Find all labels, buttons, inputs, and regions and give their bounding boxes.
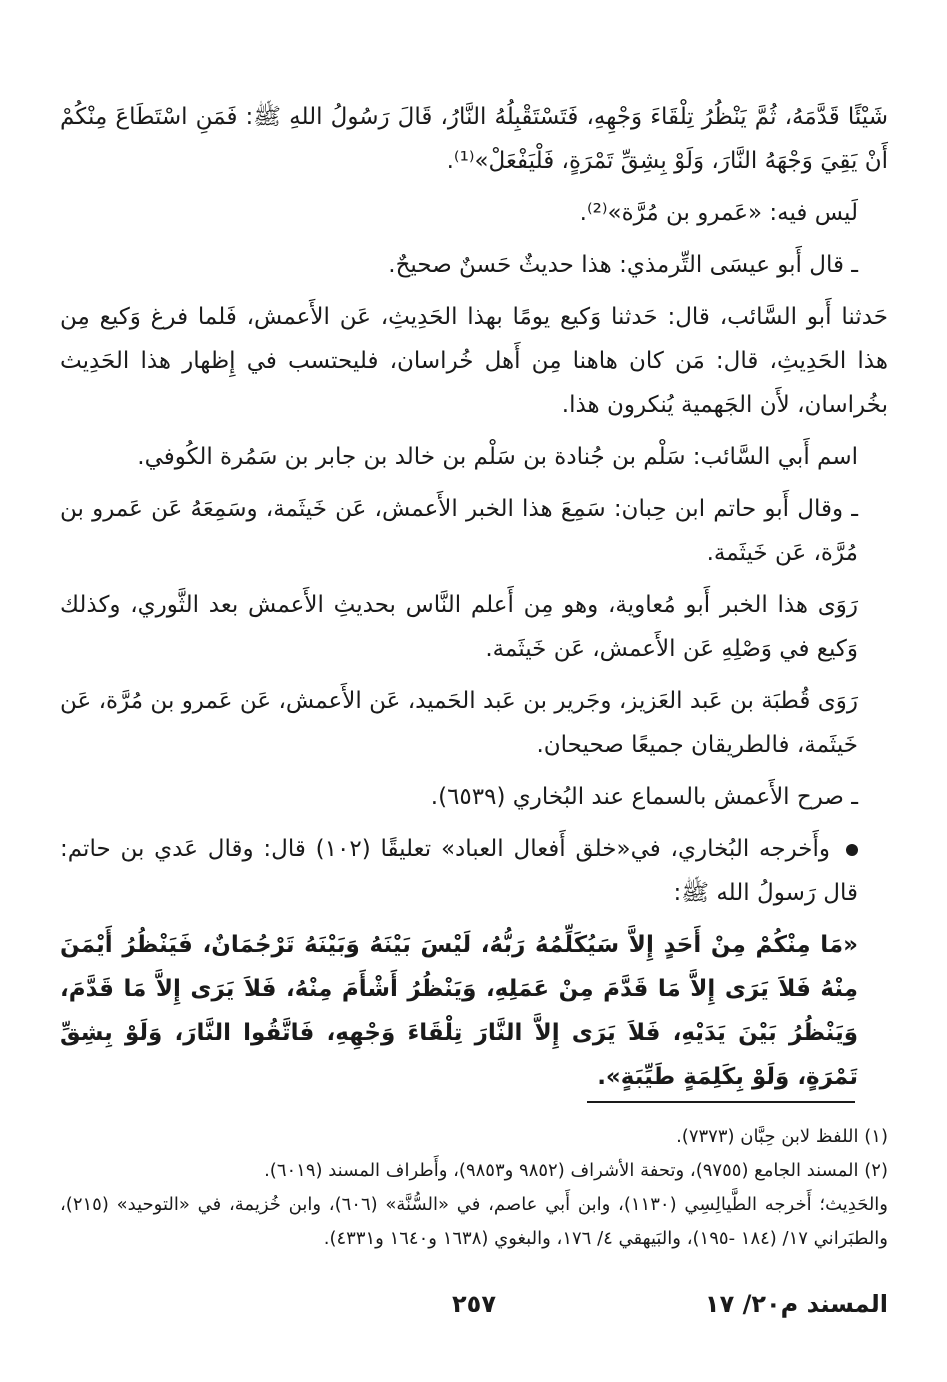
paragraph-note: لَيس فيه: «عَمرو بن مُرَّة»⁽²⁾. xyxy=(579,200,858,226)
paragraph-abu-muawiya: رَوَى هذا الخبر أَبو مُعاوية، وهو مِن أَعلم النَّاس بحديثِ الأَعمش بعد الثَّوري، وكذلك وَكيع في وَصْلِهِ عَن الأَعمش، عَن خَيثَمة. xyxy=(60,592,858,662)
paragraph-ibn-hibban: ـ وقال أَبو حاتم ابن حِبان: سَمِعَ هذا الخبر الأَعمش، عَن خَيثَمة، وسَمِعَهُ عَن عَمرو بن مُرَّة، عَن خَيثَمة. xyxy=(60,496,858,566)
paragraph-bukhari-khalq-text: وأَخرجه البُخاري، في«خلق أَفعال العباد» تعليقًا (١٠٢) قال: وقال عَدي بن حاتم: قال رَسولُ الله ﷺ: xyxy=(60,836,858,906)
paragraph-abu-saib-narration: حَدثنا أَبو السَّائب، قال: حَدثنا وَكيع يومًا بهذا الحَدِيثِ، عَن الأَعمش، فَلما فرغ وَكيع مِن هذا الحَدِيثِ، قال: مَن كان هاهنا مِن أَهل خُراسان، فليحتسب في إِظهار هذا الحَدِيث بخُراسان، لأَن الجَهمية يُنكرون هذا. xyxy=(60,304,888,418)
paragraph-hadith-ending: شَيْئًا قَدَّمَهُ، ثُمَّ يَنْظُرُ تِلْقَاءَ وَجْهِهِ، فَتَسْتَقْبِلُهُ النَّارُ، قَالَ رَسُولُ اللهِ ﷺ: فَمَنِ اسْتَطَاعَ مِنْكُمْ أَنْ يَقِيَ وَجْهَهُ النَّارَ، وَلَوْ بِشِقِّ تَمْرَةٍ، فَلْيَفْعَلْ»⁽¹⁾. xyxy=(60,104,888,174)
paragraph-qutba: رَوَى قُطبَة بن عَبد العَزيز، وجَرير بن عَبد الحَميد، عَن الأَعمش، عَن عَمرو بن مُرَّة، عَن خَيثَمة، فالطريقان جميعًا صحيحان. xyxy=(60,688,858,758)
footnotes xyxy=(60,1120,888,1256)
paragraph-hadith-quote: «مَا مِنْكُمْ مِنْ أَحَدٍ إِلاَّ سَيُكَلِّمُهُ رَبُّهُ، لَيْسَ بَيْنَهُ وَبَيْنَهُ تَرْجُمَانٌ، فَيَنْظُرُ أَيْمَنَ مِنْهُ فَلاَ يَرَى إِلاَّ مَا قَدَّمَ مِنْ عَمَلِهِ، وَيَنْظُرُ أَشْأَمَ مِنْهُ، فَلاَ يَرَى إِلاَّ مَا قَدَّمَ، وَيَنْظُرُ بَيْنَ يَدَيْهِ، فَلاَ يَرَى إِلاَّ النَّارَ تِلْقَاءَ وَجْهِهِ، فَاتَّقُوا النَّارَ، وَلَوْ بِشِقِّ تَمْرَةٍ، وَلَوْ بِكَلِمَةٍ طَيِّبَةٍ». xyxy=(60,932,858,1090)
footnote-1: (١) اللفظ لابن حِبَّان (٧٣٧٣). xyxy=(676,1126,888,1147)
footnote-divider xyxy=(587,1101,855,1103)
page-number: ٢٥٧ xyxy=(452,1290,496,1318)
paragraph-abu-saib-name: اسم أَبي السَّائب: سَلْم بن جُنادة بن سَلْم بن خالد بن جابر بن سَمُرة الكُوفي. xyxy=(137,444,858,470)
volume-signature: المسند م٢٠/ ١٧ xyxy=(704,1290,888,1318)
paragraph-tirmidhi-grading: ـ قال أَبو عيسَى التِّرمذي: هذا حديثٌ حَسنٌ صحيحٌ. xyxy=(388,252,858,278)
footnote-2-continuation: والحَدِيث؛ أَخرجه الطَّيالِسِي (١١٣٠)، وابن أَبي عاصم، في «السُّنَّة» (٦٠٦)، وابن خُزيمة، في «التوحيد» (٢١٥)، والطبَراني ١٧/ (١٨٤ -١٩٥)، والبَيهقي ٤/ ١٧٦، والبغوي (١٦٣٨ و١٦٤٠ و٤٣٣١). xyxy=(60,1194,888,1249)
page-footer xyxy=(60,1290,888,1330)
main-text xyxy=(60,95,888,1107)
paragraph-bukhari-khalq xyxy=(60,827,888,915)
paragraph-bukhari-sama: ـ صرح الأَعمش بالسماع عند البُخاري (٦٥٣٩). xyxy=(430,784,858,810)
footnote-2: (٢) المسند الجامع (٩٧٥٥)، وتحفة الأشراف (٩٨٥٢ و٩٨٥٣)، وأَطراف المسند (٦٠١٩). xyxy=(264,1160,888,1181)
bullet-icon xyxy=(846,844,858,856)
